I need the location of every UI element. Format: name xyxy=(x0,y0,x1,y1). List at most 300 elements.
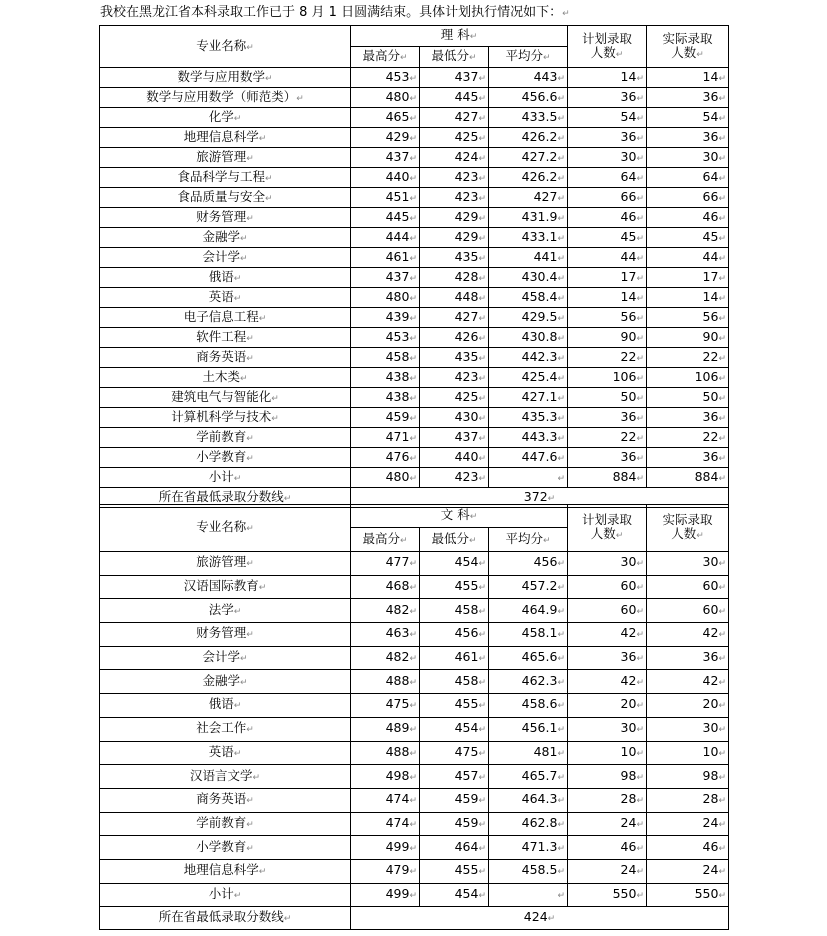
avg-cell-text: 462.8 xyxy=(521,814,558,830)
table-row xyxy=(100,717,729,741)
max-cell: 437↵ xyxy=(351,148,420,168)
avg-cell-text: 481 xyxy=(533,743,558,759)
plan-cell-text: 22 xyxy=(620,428,637,444)
major-cell-text: 社会工作 xyxy=(196,720,247,736)
group-header-text: 文 科 xyxy=(440,507,470,522)
plan-cell: 36↵ xyxy=(568,408,647,428)
plan-cell-text: 44 xyxy=(620,248,637,264)
min-cell-text: 459 xyxy=(454,814,479,830)
max-cell-text: 437 xyxy=(385,148,410,164)
max-cell: 440↵ xyxy=(351,168,420,188)
avg-cell-text: 427 xyxy=(533,188,558,204)
actual-cell-text: 28 xyxy=(702,791,719,807)
major-cell-text: 商务英语 xyxy=(196,348,247,364)
max-cell-text: 453 xyxy=(385,328,410,344)
min-cell: 423↵ xyxy=(420,168,489,188)
major-cell: 小学教育↵ xyxy=(100,448,351,468)
actual-cell-text: 60 xyxy=(702,578,719,594)
actual-cell: 36↵ xyxy=(647,88,729,108)
major-cell-text: 食品科学与工程 xyxy=(177,168,265,184)
max-cell: 477↵ xyxy=(351,552,420,576)
min-cell-text: 440 xyxy=(454,448,479,464)
actual-cell-text: 36 xyxy=(702,128,719,144)
plan-cell: 46↵ xyxy=(568,208,647,228)
major-cell-text: 金融学 xyxy=(202,228,240,244)
major-header: 专业名称↵ xyxy=(100,26,351,68)
major-cell: 俄语↵ xyxy=(100,268,351,288)
major-cell-text: 法学 xyxy=(208,601,234,617)
table-row xyxy=(100,248,729,268)
max-cell-text: 474 xyxy=(385,791,410,807)
avg-cell-text: 458.6 xyxy=(521,696,558,712)
min-cell-text: 475 xyxy=(454,743,479,759)
avg-cell: 426.2↵ xyxy=(489,128,568,148)
max-cell: 444↵ xyxy=(351,228,420,248)
major-cell-text: 小学教育 xyxy=(196,838,247,854)
major-cell: 社会工作↵ xyxy=(100,717,351,741)
min-cell: 455↵ xyxy=(420,859,489,883)
table-row xyxy=(100,623,729,647)
table-row xyxy=(100,208,729,228)
plan-cell-text: 36 xyxy=(620,649,637,665)
min-cell-text: 455 xyxy=(454,862,479,878)
avg-cell: 442.3↵ xyxy=(489,348,568,368)
table-row xyxy=(100,228,729,248)
group-header: 理 科↵ xyxy=(351,26,568,47)
plan-header-line2: 人数 xyxy=(590,44,616,60)
actual-cell-text: 36 xyxy=(702,408,719,424)
max-cell: 499↵ xyxy=(351,836,420,860)
major-cell-text: 食品质量与安全 xyxy=(177,188,265,204)
plan-cell: 30↵ xyxy=(568,552,647,576)
avg-cell-text: 427.1 xyxy=(521,388,558,404)
avg-cell-text: 430.4 xyxy=(521,268,558,284)
min-cell-text: 459 xyxy=(454,791,479,807)
max-cell: 453↵ xyxy=(351,328,420,348)
avg-cell-text: 431.9 xyxy=(521,208,558,224)
major-cell-text: 学前教育 xyxy=(196,814,247,830)
major-cell-text: 旅游管理 xyxy=(196,554,247,570)
table-row xyxy=(100,408,729,428)
min-cell-text: 448 xyxy=(454,288,479,304)
major-cell-text: 地理信息科学 xyxy=(183,862,259,878)
avg-header-text: 平均分 xyxy=(505,530,543,546)
actual-cell: 45↵ xyxy=(647,228,729,248)
max-cell-text: 453 xyxy=(385,68,410,84)
cutoff-label-text: 所在省最低录取分数线 xyxy=(158,909,284,925)
max-cell-text: 480 xyxy=(385,88,410,104)
max-cell-text: 438 xyxy=(385,388,410,404)
avg-header-text: 平均分 xyxy=(505,48,543,63)
actual-cell: 66↵ xyxy=(647,188,729,208)
table-row xyxy=(100,148,729,168)
table-row xyxy=(100,68,729,88)
max-cell: 458↵ xyxy=(351,348,420,368)
subtotal-plan: 884↵ xyxy=(568,468,647,488)
actual-header-line2: 人数 xyxy=(671,526,697,541)
max-header-text: 最高分 xyxy=(362,530,400,546)
plan-cell: 20↵ xyxy=(568,694,647,718)
cutoff-row xyxy=(100,907,729,930)
major-cell-text: 商务英语 xyxy=(196,791,247,807)
plan-cell: 60↵ xyxy=(568,599,647,623)
major-cell-text: 计算机科学与技术 xyxy=(171,408,272,424)
actual-cell: 28↵ xyxy=(647,788,729,812)
header-row xyxy=(100,505,729,528)
actual-cell-text: 24 xyxy=(702,814,719,830)
table-row xyxy=(100,348,729,368)
max-cell-text: 488 xyxy=(385,743,410,759)
major-cell-text: 软件工程 xyxy=(196,328,247,344)
max-cell-text: 463 xyxy=(385,625,410,641)
avg-cell: 427.2↵ xyxy=(489,148,568,168)
actual-cell: 60↵ xyxy=(647,599,729,623)
actual-cell: 42↵ xyxy=(647,623,729,647)
max-cell-text: 444 xyxy=(385,228,410,244)
max-cell: 474↵ xyxy=(351,812,420,836)
min-cell-text: 457 xyxy=(454,767,479,783)
group-header-text: 理 科 xyxy=(440,27,470,42)
plan-cell: 46↵ xyxy=(568,836,647,860)
avg-cell-text: 433.1 xyxy=(521,228,558,244)
max-header-text: 最高分 xyxy=(362,48,400,63)
subtotal-plan-text: 884 xyxy=(612,468,637,484)
min-cell: 425↵ xyxy=(420,128,489,148)
major-cell: 商务英语↵ xyxy=(100,788,351,812)
max-cell-text: 488 xyxy=(385,672,410,688)
intro-text: 我校在黑龙江省本科录取工作已于 8 月 1 日圆满结束。具体计划执行情况如下： xyxy=(100,5,563,20)
avg-cell: 464.3↵ xyxy=(489,788,568,812)
avg-cell: 443.3↵ xyxy=(489,428,568,448)
avg-cell: 430.4↵ xyxy=(489,268,568,288)
min-cell: 440↵ xyxy=(420,448,489,468)
min-cell-text: 445 xyxy=(454,88,479,104)
plan-cell-text: 56 xyxy=(620,308,637,324)
subtotal-label: 小计↵ xyxy=(100,468,351,488)
plan-cell: 22↵ xyxy=(568,348,647,368)
avg-cell: 456.6↵ xyxy=(489,88,568,108)
actual-cell-text: 30 xyxy=(702,720,719,736)
avg-cell-text: 456 xyxy=(533,554,558,570)
avg-cell-text: 458.1 xyxy=(521,625,558,641)
actual-cell-text: 90 xyxy=(702,328,719,344)
min-cell: 458↵ xyxy=(420,599,489,623)
subtotal-max-text: 480 xyxy=(385,468,410,484)
major-cell-text: 俄语 xyxy=(208,268,234,284)
table-row xyxy=(100,368,729,388)
table-row xyxy=(100,836,729,860)
min-cell: 437↵ xyxy=(420,428,489,448)
avg-cell-text: 465.7 xyxy=(521,767,558,783)
plan-cell: 36↵ xyxy=(568,88,647,108)
avg-cell: 458.1↵ xyxy=(489,623,568,647)
major-header-text: 专业名称 xyxy=(196,37,247,53)
actual-cell: 20↵ xyxy=(647,694,729,718)
min-header-text: 最低分 xyxy=(431,48,469,63)
table-row xyxy=(100,268,729,288)
max-cell-text: 451 xyxy=(385,188,410,204)
min-cell: 475↵ xyxy=(420,741,489,765)
min-cell: 429↵ xyxy=(420,208,489,228)
plan-cell: 90↵ xyxy=(568,328,647,348)
plan-cell: 36↵ xyxy=(568,646,647,670)
major-cell: 俄语↵ xyxy=(100,694,351,718)
min-cell: 427↵ xyxy=(420,308,489,328)
major-header: 专业名称↵ xyxy=(100,505,351,552)
cutoff-label: 所在省最低录取分数线↵ xyxy=(100,907,351,930)
actual-cell: 30↵ xyxy=(647,148,729,168)
plan-cell: 30↵ xyxy=(568,148,647,168)
major-cell-text: 英语 xyxy=(208,288,234,304)
actual-cell: 14↵ xyxy=(647,68,729,88)
subtotal-actual: 550↵ xyxy=(647,883,729,907)
subtotal-row xyxy=(100,468,729,488)
max-cell-text: 476 xyxy=(385,448,410,464)
avg-cell: 429.5↵ xyxy=(489,308,568,328)
avg-cell: 462.3↵ xyxy=(489,670,568,694)
min-header: 最低分↵ xyxy=(420,528,489,552)
actual-cell-text: 22 xyxy=(702,348,719,364)
table-row xyxy=(100,575,729,599)
avg-cell: 458.4↵ xyxy=(489,288,568,308)
min-cell-text: 425 xyxy=(454,128,479,144)
avg-cell-text: 435.3 xyxy=(521,408,558,424)
min-cell: 430↵ xyxy=(420,408,489,428)
avg-cell-text: 471.3 xyxy=(521,838,558,854)
major-cell: 学前教育↵ xyxy=(100,428,351,448)
avg-cell: 481↵ xyxy=(489,741,568,765)
min-cell: 437↵ xyxy=(420,68,489,88)
major-cell-text: 会计学 xyxy=(202,248,240,264)
actual-header: 实际录取 人数↵ xyxy=(647,26,729,68)
plan-cell-text: 30 xyxy=(620,554,637,570)
plan-cell: 30↵ xyxy=(568,717,647,741)
plan-cell-text: 42 xyxy=(620,672,637,688)
actual-cell-text: 60 xyxy=(702,601,719,617)
min-cell: 435↵ xyxy=(420,348,489,368)
max-header: 最高分↵ xyxy=(351,528,420,552)
plan-cell: 98↵ xyxy=(568,765,647,789)
subtotal-min-text: 423 xyxy=(454,468,479,484)
plan-cell-text: 36 xyxy=(620,128,637,144)
major-cell-text: 英语 xyxy=(208,743,234,759)
actual-cell-text: 42 xyxy=(702,672,719,688)
major-cell: 建筑电气与智能化↵ xyxy=(100,388,351,408)
max-cell-text: 440 xyxy=(385,168,410,184)
max-cell: 438↵ xyxy=(351,388,420,408)
subtotal-label-text: 小计 xyxy=(208,468,234,484)
max-cell-text: 429 xyxy=(385,128,410,144)
plan-cell-text: 30 xyxy=(620,148,637,164)
actual-cell-text: 66 xyxy=(702,188,719,204)
plan-cell-text: 14 xyxy=(620,68,637,84)
actual-cell-text: 24 xyxy=(702,862,719,878)
subtotal-max: 480↵ xyxy=(351,468,420,488)
min-cell-text: 464 xyxy=(454,838,479,854)
avg-cell-text: 442.3 xyxy=(521,348,558,364)
major-cell: 商务英语↵ xyxy=(100,348,351,368)
avg-cell-text: 462.3 xyxy=(521,672,558,688)
major-cell-text: 旅游管理 xyxy=(196,148,247,164)
avg-cell: 430.8↵ xyxy=(489,328,568,348)
major-cell-text: 财务管理 xyxy=(196,208,247,224)
min-cell-text: 437 xyxy=(454,428,479,444)
major-cell: 旅游管理↵ xyxy=(100,148,351,168)
table-row xyxy=(100,428,729,448)
plan-cell-text: 60 xyxy=(620,578,637,594)
max-cell-text: 461 xyxy=(385,248,410,264)
table-row xyxy=(100,859,729,883)
max-cell: 429↵ xyxy=(351,128,420,148)
avg-cell: 456.1↵ xyxy=(489,717,568,741)
table-row xyxy=(100,788,729,812)
min-cell-text: 437 xyxy=(454,68,479,84)
min-cell-text: 454 xyxy=(454,554,479,570)
actual-cell-text: 14 xyxy=(702,68,719,84)
min-cell: 455↵ xyxy=(420,575,489,599)
avg-cell-text: 426.2 xyxy=(521,128,558,144)
min-cell-text: 427 xyxy=(454,108,479,124)
max-cell-text: 479 xyxy=(385,862,410,878)
actual-cell: 36↵ xyxy=(647,646,729,670)
actual-cell: 98↵ xyxy=(647,765,729,789)
plan-cell: 42↵ xyxy=(568,623,647,647)
avg-cell-text: 429.5 xyxy=(521,308,558,324)
major-cell-text: 土木类 xyxy=(202,368,240,384)
major-header-text: 专业名称 xyxy=(196,519,247,534)
header-row xyxy=(100,26,729,47)
subtotal-avg: ↵ xyxy=(489,468,568,488)
max-cell-text: 475 xyxy=(385,696,410,712)
actual-cell-text: 42 xyxy=(702,625,719,641)
plan-cell: 54↵ xyxy=(568,108,647,128)
actual-cell-text: 14 xyxy=(702,288,719,304)
plan-cell-text: 46 xyxy=(620,208,637,224)
max-cell-text: 459 xyxy=(385,408,410,424)
min-cell-text: 428 xyxy=(454,268,479,284)
max-cell-text: 458 xyxy=(385,348,410,364)
actual-cell-text: 30 xyxy=(702,148,719,164)
min-cell-text: 429 xyxy=(454,228,479,244)
max-cell-text: 489 xyxy=(385,720,410,736)
max-cell: 439↵ xyxy=(351,308,420,328)
min-cell-text: 455 xyxy=(454,578,479,594)
plan-header: 计划录取 人数↵ xyxy=(568,505,647,552)
major-cell: 金融学↵ xyxy=(100,670,351,694)
actual-cell-text: 98 xyxy=(702,767,719,783)
plan-cell: 42↵ xyxy=(568,670,647,694)
major-cell-text: 汉语国际教育 xyxy=(183,578,259,594)
min-header-text: 最低分 xyxy=(431,530,469,546)
major-cell: 小学教育↵ xyxy=(100,836,351,860)
min-cell: 455↵ xyxy=(420,694,489,718)
actual-cell-text: 44 xyxy=(702,248,719,264)
major-cell-text: 学前教育 xyxy=(196,428,247,444)
min-cell: 427↵ xyxy=(420,108,489,128)
max-cell-text: 437 xyxy=(385,268,410,284)
plan-cell: 66↵ xyxy=(568,188,647,208)
min-cell: 448↵ xyxy=(420,288,489,308)
major-cell: 汉语言文学↵ xyxy=(100,765,351,789)
plan-cell-text: 66 xyxy=(620,188,637,204)
max-cell-text: 477 xyxy=(385,554,410,570)
cutoff-value-text: 372 xyxy=(523,488,548,504)
max-cell: 453↵ xyxy=(351,68,420,88)
actual-cell: 30↵ xyxy=(647,717,729,741)
actual-cell: 24↵ xyxy=(647,812,729,836)
subtotal-plan-text: 550 xyxy=(612,885,637,901)
min-cell: 425↵ xyxy=(420,388,489,408)
major-cell: 旅游管理↵ xyxy=(100,552,351,576)
min-cell: 428↵ xyxy=(420,268,489,288)
avg-cell: 426.2↵ xyxy=(489,168,568,188)
table-row xyxy=(100,812,729,836)
min-cell: 426↵ xyxy=(420,328,489,348)
major-cell-text: 化学 xyxy=(208,108,234,124)
avg-cell-text: 441 xyxy=(533,248,558,264)
avg-cell-text: 456.1 xyxy=(521,720,558,736)
avg-cell: 456↵ xyxy=(489,552,568,576)
actual-cell-text: 36 xyxy=(702,448,719,464)
plan-cell-text: 45 xyxy=(620,228,637,244)
table-row xyxy=(100,128,729,148)
actual-cell: 64↵ xyxy=(647,168,729,188)
min-cell-text: 423 xyxy=(454,188,479,204)
min-cell-text: 423 xyxy=(454,168,479,184)
avg-cell: 441↵ xyxy=(489,248,568,268)
avg-cell-text: 458.5 xyxy=(521,862,558,878)
max-cell-text: 480 xyxy=(385,288,410,304)
avg-cell-text: 433.5 xyxy=(521,108,558,124)
major-cell-text: 汉语言文学 xyxy=(189,767,253,783)
avg-cell: 425.4↵ xyxy=(489,368,568,388)
min-cell-text: 424 xyxy=(454,148,479,164)
subtotal-actual-text: 550 xyxy=(694,885,719,901)
table-row xyxy=(100,552,729,576)
plan-cell: 45↵ xyxy=(568,228,647,248)
avg-cell: 458.5↵ xyxy=(489,859,568,883)
subtotal-actual: 884↵ xyxy=(647,468,729,488)
table-row xyxy=(100,288,729,308)
major-cell: 软件工程↵ xyxy=(100,328,351,348)
max-cell: 482↵ xyxy=(351,646,420,670)
actual-cell: 60↵ xyxy=(647,575,729,599)
max-cell: 498↵ xyxy=(351,765,420,789)
actual-cell: 56↵ xyxy=(647,308,729,328)
major-cell: 英语↵ xyxy=(100,741,351,765)
min-cell: 464↵ xyxy=(420,836,489,860)
avg-cell: 465.6↵ xyxy=(489,646,568,670)
plan-cell: 28↵ xyxy=(568,788,647,812)
plan-cell-text: 42 xyxy=(620,625,637,641)
plan-cell-text: 46 xyxy=(620,838,637,854)
min-header: 最低分↵ xyxy=(420,47,489,68)
avg-cell: 464.9↵ xyxy=(489,599,568,623)
max-cell-text: 482 xyxy=(385,601,410,617)
major-cell: 土木类↵ xyxy=(100,368,351,388)
major-cell: 金融学↵ xyxy=(100,228,351,248)
avg-cell-text: 457.2 xyxy=(521,578,558,594)
actual-cell-text: 22 xyxy=(702,428,719,444)
cutoff-value: 372↵ xyxy=(351,488,729,508)
plan-cell-text: 36 xyxy=(620,408,637,424)
max-cell-text: 482 xyxy=(385,649,410,665)
min-cell: 459↵ xyxy=(420,812,489,836)
max-cell: 465↵ xyxy=(351,108,420,128)
plan-cell: 60↵ xyxy=(568,575,647,599)
actual-cell-text: 36 xyxy=(702,649,719,665)
max-cell: 471↵ xyxy=(351,428,420,448)
